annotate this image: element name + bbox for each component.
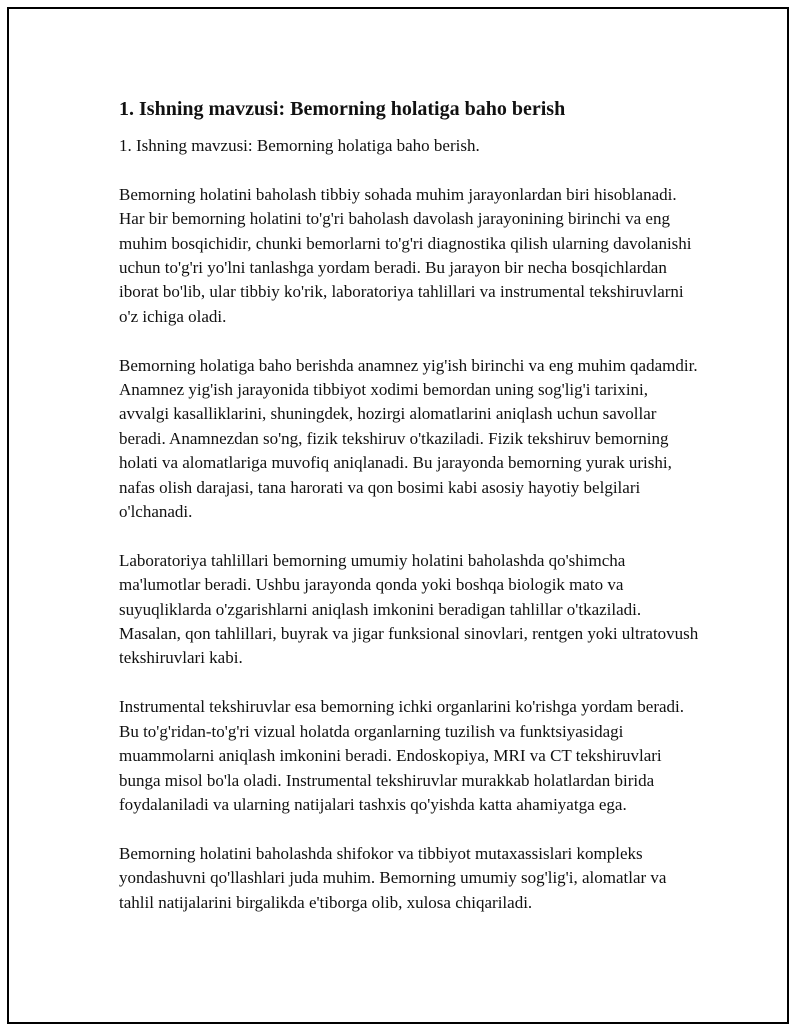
paragraph-instrumental: Instrumental tekshiruvlar esa bemorning ichki organlarini ko'rishga yordam beradi. Bu to'g'ridan-to'g'ri vizual holatda organlarning tuzilish va funktsiyasidagi muammolarni aniqlash imkonini beradi. Endoskopiya, MRI va CT tekshiruvlari bunga misol bo'la oladi. Instrumental tekshiruvlar murakkab holatlardan birida foydalaniladi va ularning natijalari tashxis qo'yishda katta ahamiyatga ega. — [119, 697, 685, 814]
paragraph-anamnesis: Bemorning holatiga baho berishda anamnez yig'ish birinchi va eng muhim qadamdir. Anamnez yig'ish jarayonida tibbiyot xodimi bemordan uning sog'lig'i tarixini, avvalgi kasalliklarini, shuningdek, hozirgi alomatlarini aniqlash uchun savollar beradi. Anamnezdan so'ng, fizik tekshiruv o'tkaziladi. Fizik tekshiruv bemorning holati va alomatlariga muvofiq aniqlanadi. Bu jarayonda bemorning yurak urishi, nafas olish darajasi, tana harorati va qon bosimi kabi asosiy hayotiy belgilari o'lchanadi. — [119, 355, 698, 522]
document-title: 1. Ishning mavzusi: Bemorning holatiga baho berish — [119, 98, 566, 120]
paragraph-laboratory: Laboratoriya tahlillari bemorning umumiy holatini baholashda qo'shimcha ma'lumotlar beradi. Ushbu jarayonda qonda yoki boshqa biologik mato va suyuqliklarda o'zgarishlarni aniqlash imkonini beradigan tahlillar o'tkaziladi. Masalan, qon tahlillari, buyrak va jigar funksional sinovlari, rentgen yoki ultratovush tekshiruvlari kabi. — [119, 550, 699, 668]
document-body — [119, 95, 699, 939]
paragraph-intro: Bemorning holatini baholash tibbiy sohada muhim jarayonlardan biri hisoblanadi. Har bir bemorning holatini to'g'ri baholash davolash jarayonining birinchi va eng muhim bosqichidir, chunki bemorlarni to'g'ri diagnostika qilish ularning davolanishi uchun to'g'ri yo'lni tanlashga yordam beradi. Bu jarayon bir necha bosqichlardan iborat bo'lib, ular tibbiy ko'rik, laboratoriya tahlillari va instrumental tekshiruvlarni o'z ichiga oladi. — [119, 184, 692, 326]
paragraph-subtitle: 1. Ishning mavzusi: Bemorning holatiga baho berish. — [119, 136, 480, 155]
page-border — [7, 7, 789, 1024]
paragraph-conclusion: Bemorning holatini baholashda shifokor va tibbiyot mutaxassislari kompleks yondashuvni qo'llashlari juda muhim. Bemorning umumiy sog'lig'i, alomatlar va tahlil natijalarini birgalikda e'tiborga olib, xulosa chiqariladi. — [119, 843, 667, 912]
